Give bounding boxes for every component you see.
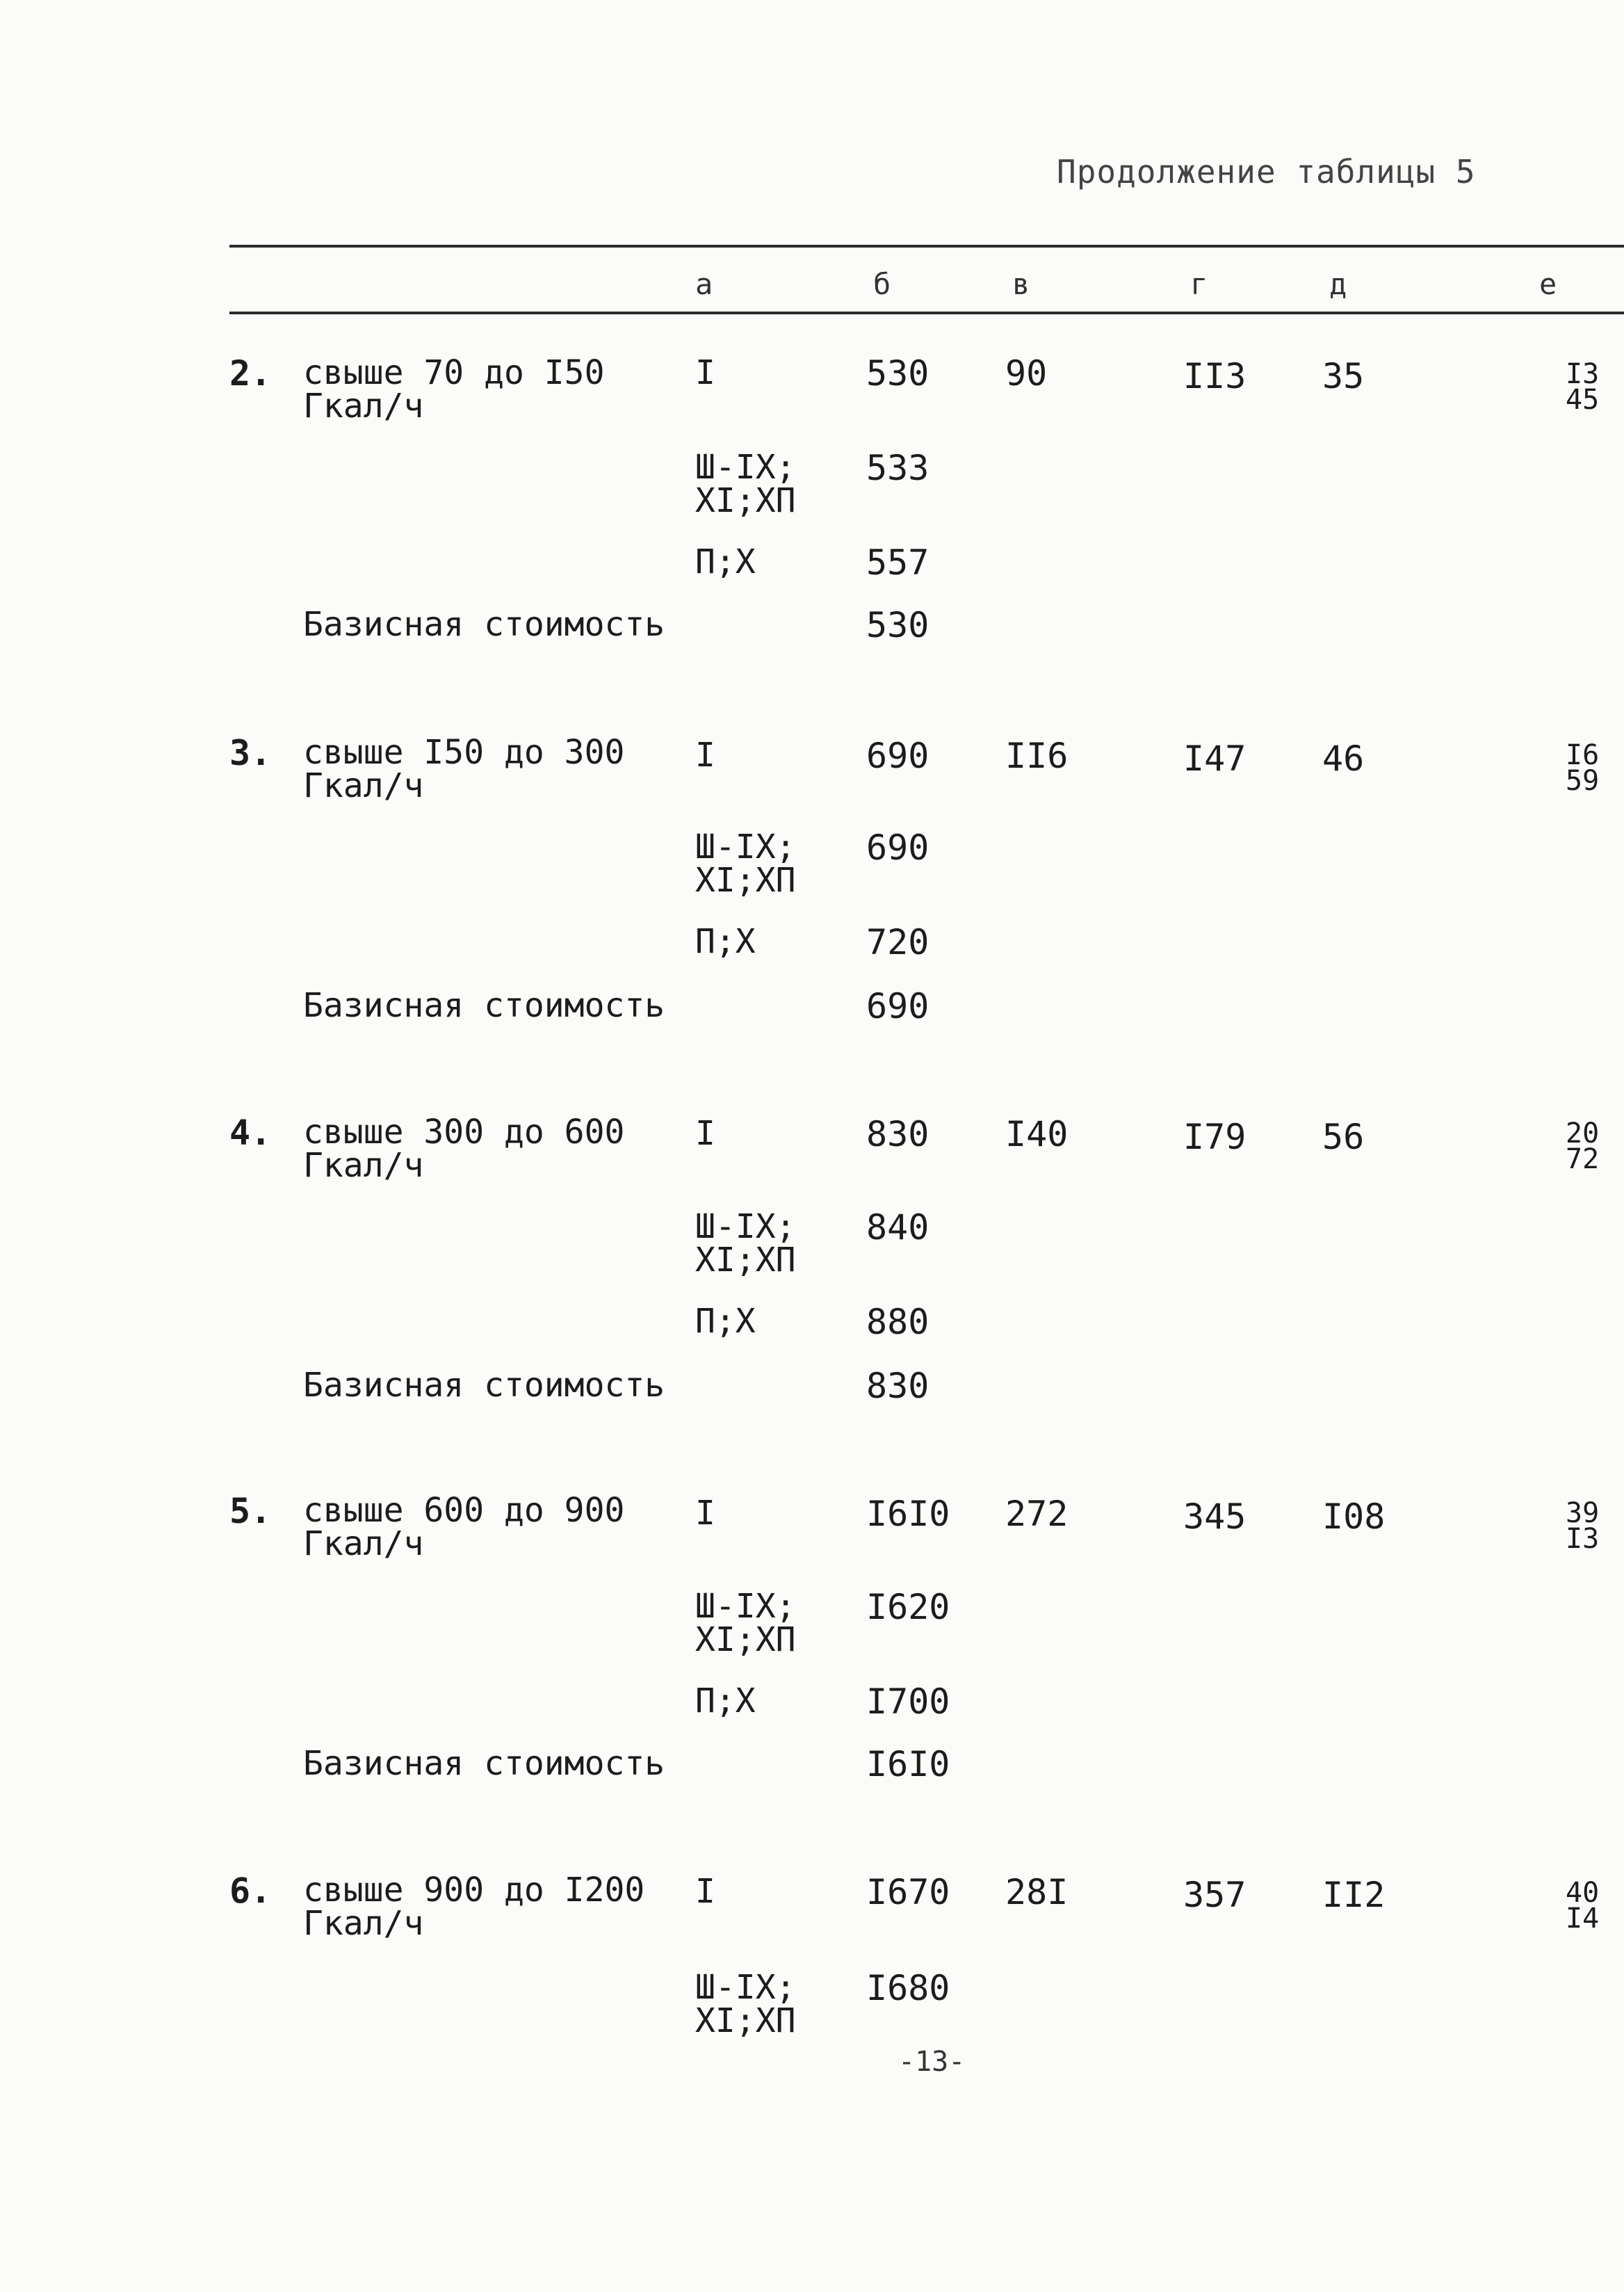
value-e-top: 20: [1566, 1117, 1600, 1149]
value-d: 56: [1322, 1117, 1365, 1157]
value-e-bottom: 59: [1566, 764, 1600, 797]
row-label: [303, 353, 605, 426]
value-b: I680: [866, 1968, 950, 2008]
type-cell: I: [695, 1494, 715, 1533]
value-b: 830: [866, 1114, 929, 1154]
type-cell: I: [695, 1114, 715, 1153]
row-label-line2: Гкал/ч: [303, 387, 424, 426]
value-e-bottom: I4: [1566, 1902, 1600, 1935]
type-line1: Ш-IX;: [695, 1587, 796, 1626]
type-cell: П;X: [695, 1302, 756, 1341]
row-number: 3.: [229, 733, 272, 773]
row-label: [303, 1871, 645, 1943]
row-label-line2: Гкал/ч: [303, 1524, 424, 1563]
type-cell: [695, 1207, 796, 1280]
row-number: 4.: [229, 1113, 272, 1153]
type-cell: П;X: [695, 1681, 756, 1720]
value-b: I700: [866, 1681, 950, 1722]
value-e: [1566, 358, 1600, 416]
row-label-line1: свыше I50 до 300: [303, 733, 625, 772]
type-cell: [695, 1968, 796, 2040]
type-cell: [695, 828, 796, 900]
row-label: [303, 1113, 625, 1185]
table-rule-bottom: [229, 312, 1624, 314]
row-number: 2.: [229, 353, 272, 394]
base-cost-value: 530: [866, 605, 929, 645]
row-label-line2: Гкал/ч: [303, 1146, 424, 1185]
row-label-line1: свыше 900 до I200: [303, 1871, 645, 1910]
base-cost-label: Базисная стоимость: [303, 605, 665, 644]
base-cost-label: Базисная стоимость: [303, 1744, 665, 1783]
type-line2: XI;XП: [695, 481, 796, 520]
type-line1: Ш-IX;: [695, 828, 796, 866]
value-d: I08: [1322, 1496, 1386, 1537]
value-b: 530: [866, 353, 929, 394]
value-v: I40: [1005, 1114, 1069, 1154]
value-d: 46: [1322, 739, 1365, 779]
value-g: I47: [1183, 739, 1247, 779]
value-b: 720: [866, 922, 929, 962]
value-g: 357: [1183, 1875, 1247, 1915]
value-e-top: 40: [1566, 1877, 1600, 1909]
row-label-line1: свыше 70 до I50: [303, 353, 605, 392]
value-e: [1566, 1497, 1600, 1555]
table-caption: Продолжение таблицы 5: [1057, 153, 1476, 191]
row-label-line2: Гкал/ч: [303, 766, 424, 805]
row-label-line1: свыше 600 до 900: [303, 1491, 625, 1530]
type-line2: XI;XП: [695, 2001, 796, 2040]
value-e-bottom: 72: [1566, 1143, 1600, 1175]
value-e-bottom: I3: [1566, 1522, 1600, 1555]
value-e-top: 39: [1566, 1497, 1600, 1529]
col-header-a: а: [695, 267, 713, 301]
type-cell: I: [695, 1872, 715, 1911]
value-b: I6I0: [866, 1494, 950, 1534]
type-line1: Ш-IX;: [695, 448, 796, 487]
col-header-e: е: [1539, 267, 1557, 301]
type-cell: П;X: [695, 542, 756, 581]
value-d: 35: [1322, 356, 1365, 396]
value-v: 272: [1005, 1494, 1069, 1534]
row-number: 6.: [229, 1871, 272, 1911]
value-e-top: I3: [1566, 358, 1600, 390]
base-cost-value: I6I0: [866, 1744, 950, 1784]
col-header-g: г: [1190, 267, 1208, 301]
table-rule-top: [229, 245, 1624, 248]
type-cell: I: [695, 736, 715, 775]
col-header-b: б: [873, 267, 891, 301]
type-line1: Ш-IX;: [695, 1207, 796, 1246]
value-g: 345: [1183, 1496, 1247, 1537]
type-line1: Ш-IX;: [695, 1968, 796, 2007]
row-label-line1: свыше 300 до 600: [303, 1113, 625, 1152]
value-d: II2: [1322, 1875, 1386, 1915]
value-g: I79: [1183, 1117, 1247, 1157]
col-header-v: в: [1012, 267, 1030, 301]
value-v: 28I: [1005, 1872, 1069, 1912]
type-line2: XI;XП: [695, 1241, 796, 1280]
value-b: 557: [866, 542, 929, 583]
type-cell: [695, 448, 796, 520]
value-e-top: I6: [1566, 739, 1600, 771]
page-number: -13-: [898, 2046, 966, 2078]
type-line2: XI;XП: [695, 1620, 796, 1659]
base-cost-value: 690: [866, 986, 929, 1026]
value-g: II3: [1183, 356, 1247, 396]
row-label-line2: Гкал/ч: [303, 1904, 424, 1943]
value-e: [1566, 1117, 1600, 1175]
value-b: 880: [866, 1302, 929, 1342]
value-e: [1566, 739, 1600, 797]
value-e: [1566, 1877, 1600, 1935]
value-b: 690: [866, 828, 929, 868]
value-v: 90: [1005, 353, 1048, 394]
value-v: II6: [1005, 736, 1069, 776]
type-line2: XI;XП: [695, 861, 796, 900]
value-b: I620: [866, 1587, 950, 1627]
row-number: 5.: [229, 1491, 272, 1531]
col-header-d: д: [1329, 267, 1347, 301]
value-b: 840: [866, 1207, 929, 1248]
row-label: [303, 733, 625, 805]
value-b: 533: [866, 448, 929, 488]
value-e-bottom: 45: [1566, 383, 1600, 416]
type-cell: I: [695, 353, 715, 392]
value-b: I670: [866, 1872, 950, 1912]
row-label: [303, 1491, 625, 1563]
type-cell: П;X: [695, 922, 756, 961]
base-cost-value: 830: [866, 1366, 929, 1406]
base-cost-label: Базисная стоимость: [303, 1366, 665, 1405]
base-cost-label: Базисная стоимость: [303, 986, 665, 1025]
value-b: 690: [866, 736, 929, 776]
type-cell: [695, 1587, 796, 1659]
